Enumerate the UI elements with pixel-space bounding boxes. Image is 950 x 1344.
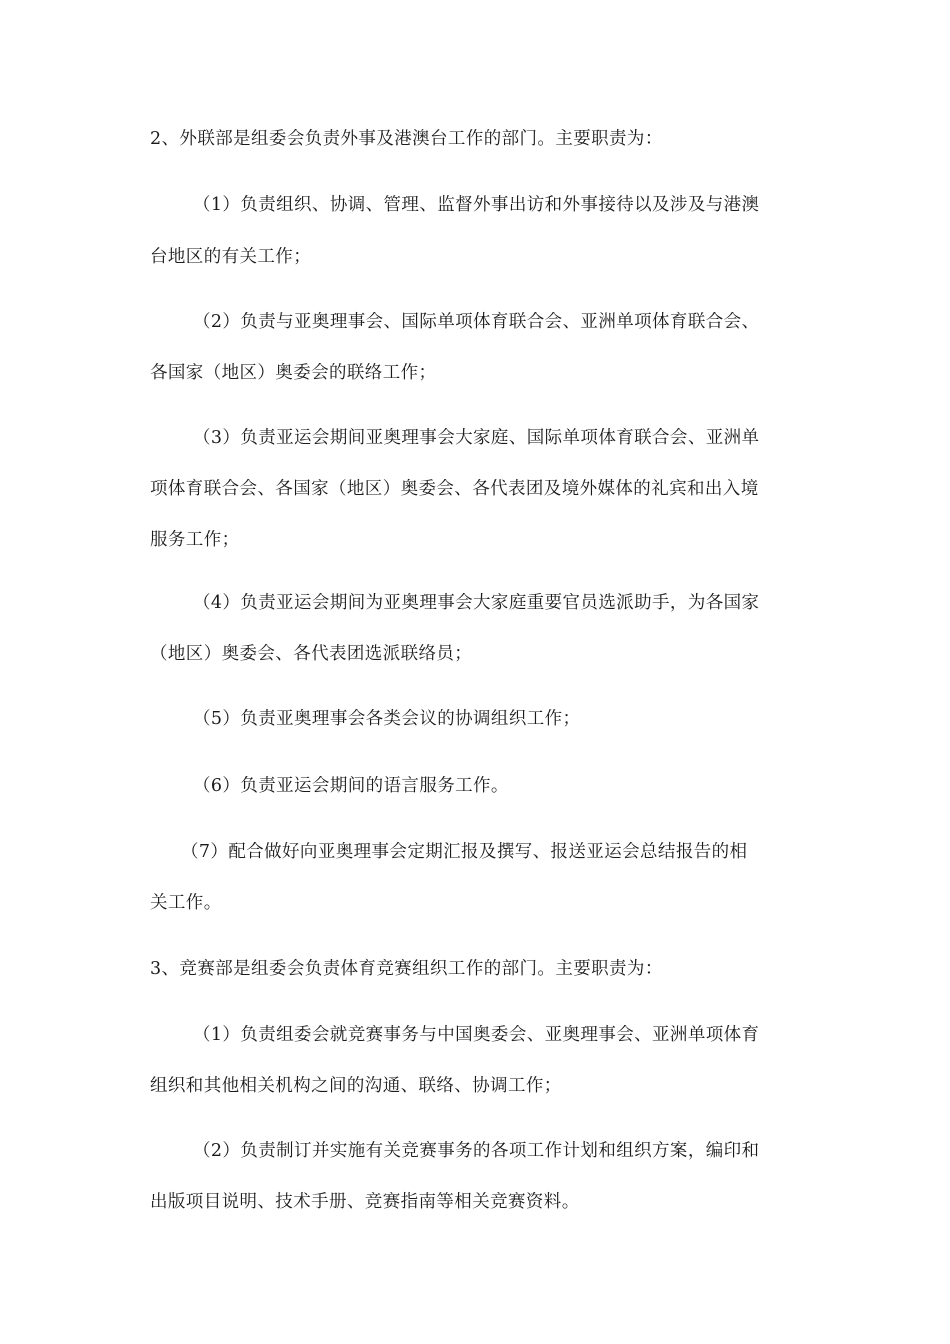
section-3-item-2-line-2: 出版项目说明、技术手册、竞赛指南等相关竞赛资料。 <box>150 1192 580 1212</box>
section-2-item-3-line-1: （3）负责亚运会期间亚奥理事会大家庭、国际单项体育联合会、亚洲单 <box>193 428 760 448</box>
section-2-item-7-line-2: 关工作。 <box>150 893 222 913</box>
section-2-item-3-line-2: 项体育联合会、各国家（地区）奥委会、各代表团及境外媒体的礼宾和出入境 <box>150 479 759 499</box>
section-2-item-4-line-2: （地区）奥委会、各代表团选派联络员； <box>150 644 473 664</box>
section-2-item-5-line-1: （5）负责亚奥理事会各类会议的协调组织工作； <box>193 709 581 729</box>
section-3-item-2-line-1: （2）负责制订并实施有关竞赛事务的各项工作计划和组织方案，编印和 <box>193 1141 760 1161</box>
section-2-item-2-line-2: 各国家（地区）奥委会的联络工作； <box>150 363 437 383</box>
section-2-heading: 2、外联部是组委会负责外事及港澳台工作的部门。主要职责为： <box>150 129 663 149</box>
section-2-item-3-line-3: 服务工作； <box>150 530 240 550</box>
section-2-item-1-line-2: 台地区的有关工作； <box>150 247 312 267</box>
section-2-item-2-line-1: （2）负责与亚奥理事会、国际单项体育联合会、亚洲单项体育联合会、 <box>193 312 760 332</box>
section-2-item-6-line-1: （6）负责亚运会期间的语言服务工作。 <box>193 776 509 796</box>
section-3-heading: 3、竞赛部是组委会负责体育竞赛组织工作的部门。主要职责为： <box>150 959 663 979</box>
section-2-item-7-line-1: （7）配合做好向亚奥理事会定期汇报及撰写、报送亚运会总结报告的相 <box>181 842 748 862</box>
section-2-item-1-line-1: （1）负责组织、协调、管理、监督外事出访和外事接待以及涉及与港澳 <box>193 195 760 215</box>
section-2-item-4-line-1: （4）负责亚运会期间为亚奥理事会大家庭重要官员选派助手，为各国家 <box>193 593 760 613</box>
section-3-item-1-line-2: 组织和其他相关机构之间的沟通、联络、协调工作； <box>150 1076 562 1096</box>
section-3-item-1-line-1: （1）负责组委会就竞赛事务与中国奥委会、亚奥理事会、亚洲单项体育 <box>193 1025 760 1045</box>
